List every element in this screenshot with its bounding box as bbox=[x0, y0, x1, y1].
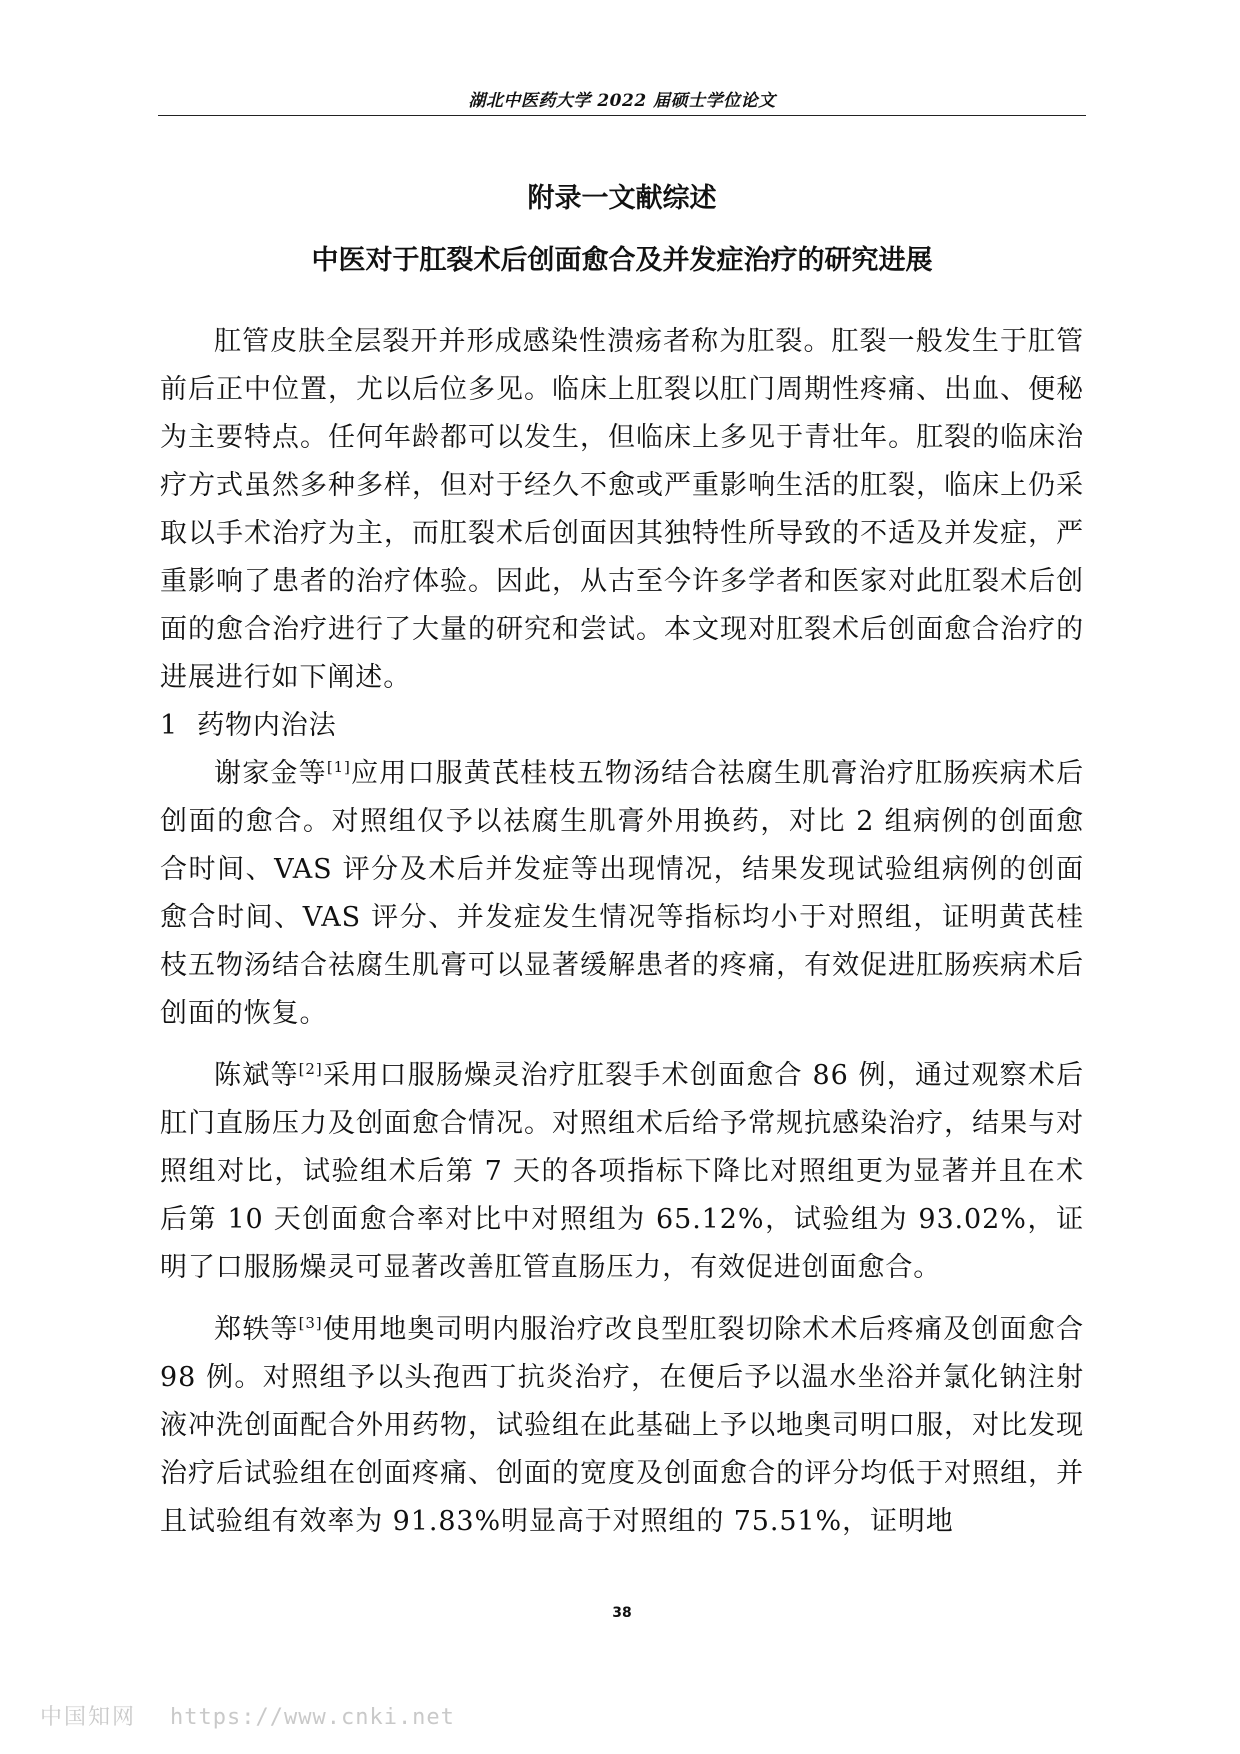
body-text bbox=[160, 318, 1084, 1546]
citation-marker: [1] bbox=[326, 758, 351, 776]
header-rule bbox=[158, 115, 1086, 116]
reference-paragraph bbox=[160, 1052, 1084, 1292]
ref-body: 应用口服黄芪桂枝五物汤结合祛腐生肌膏治疗肛肠疾病术后创面的愈合。对照组仅予以祛腐生肌膏外用换药，对比 2 组病例的创面愈合时间、VAS 评分及术后并发症等出现情况，结果发现试验组病例的创面愈合时间、VAS 评分、并发症发生情况等指标均小于对照组，证明黄芪桂枝五物汤结合祛腐生肌膏可以显著缓解患者的疼痛，有效促进肛肠疾病术后创面的恢复。 bbox=[160, 758, 1084, 1029]
ref-author: 谢家金等 bbox=[214, 758, 327, 789]
watermark bbox=[40, 1700, 455, 1731]
review-title: 中医对于肛裂术后创面愈合及并发症治疗的研究进展 bbox=[311, 245, 933, 276]
intro-paragraph: 肛管皮肤全层裂开并形成感染性溃疡者称为肛裂。肛裂一般发生于肛管前后正中位置，尤以后位多见。临床上肛裂以肛门周期性疼痛、出血、便秘为主要特点。任何年龄都可以发生，但临床上多见于青壮年。肛裂的临床治疗方式虽然多种多样，但对于经久不愈或严重影响生活的肛裂，临床上仍采取以手术治疗为主，而肛裂术后创面因其独特性所导致的不适及并发症，严重影响了患者的治疗体验。因此，从古至今许多学者和医家对此肛裂术后创面的愈合治疗进行了大量的研究和尝试。本文现对肛裂术后创面愈合治疗的进展进行如下阐述。 bbox=[160, 326, 1084, 693]
running-header: 湖北中医药大学 2022 届硕士学位论文 bbox=[468, 91, 776, 111]
watermark-brand: 中国知网 bbox=[40, 1705, 137, 1730]
ref-body: 使用地奥司明内服治疗改良型肛裂切除术术后疼痛及创面愈合 98 例。对照组予以头孢西丁抗炎治疗，在便后予以温水坐浴并氯化钠注射液冲洗创面配合外用药物，试验组在此基础上予以地奥司明口服，对比发现治疗后试验组在创面疼痛、创面的宽度及创面愈合的评分均低于对照组，并且试验组有效率为 91.83%明显高于对照组的 75.51%，证明地 bbox=[160, 1314, 1084, 1537]
ref-author: 郑轶等 bbox=[214, 1314, 299, 1345]
citation-marker: [3] bbox=[298, 1314, 323, 1332]
appendix-title: 附录一文献综述 bbox=[527, 183, 717, 214]
ref-author: 陈斌等 bbox=[214, 1060, 299, 1091]
reference-paragraph bbox=[160, 750, 1084, 1038]
section-number: 1 bbox=[160, 710, 179, 741]
watermark-url: https://www.cnki.net bbox=[170, 1705, 455, 1730]
section-heading bbox=[160, 702, 1084, 750]
reference-paragraph bbox=[160, 1306, 1084, 1546]
citation-marker: [2] bbox=[298, 1060, 323, 1078]
page-number: 38 bbox=[612, 1605, 632, 1621]
ref-body: 采用口服肠燥灵治疗肛裂手术创面愈合 86 例，通过观察术后肛门直肠压力及创面愈合情况。对照组术后给予常规抗感染治疗，结果与对照组对比，试验组术后第 7 天的各项指标下降比对照组更为显著并且在术后第 10 天创面愈合率对比中对照组为 65.12%，试验组为 93.02%，证明了口服肠燥灵可显著改善肛管直肠压力，有效促进创面愈合。 bbox=[160, 1060, 1084, 1283]
section-title: 药物内治法 bbox=[197, 710, 337, 741]
